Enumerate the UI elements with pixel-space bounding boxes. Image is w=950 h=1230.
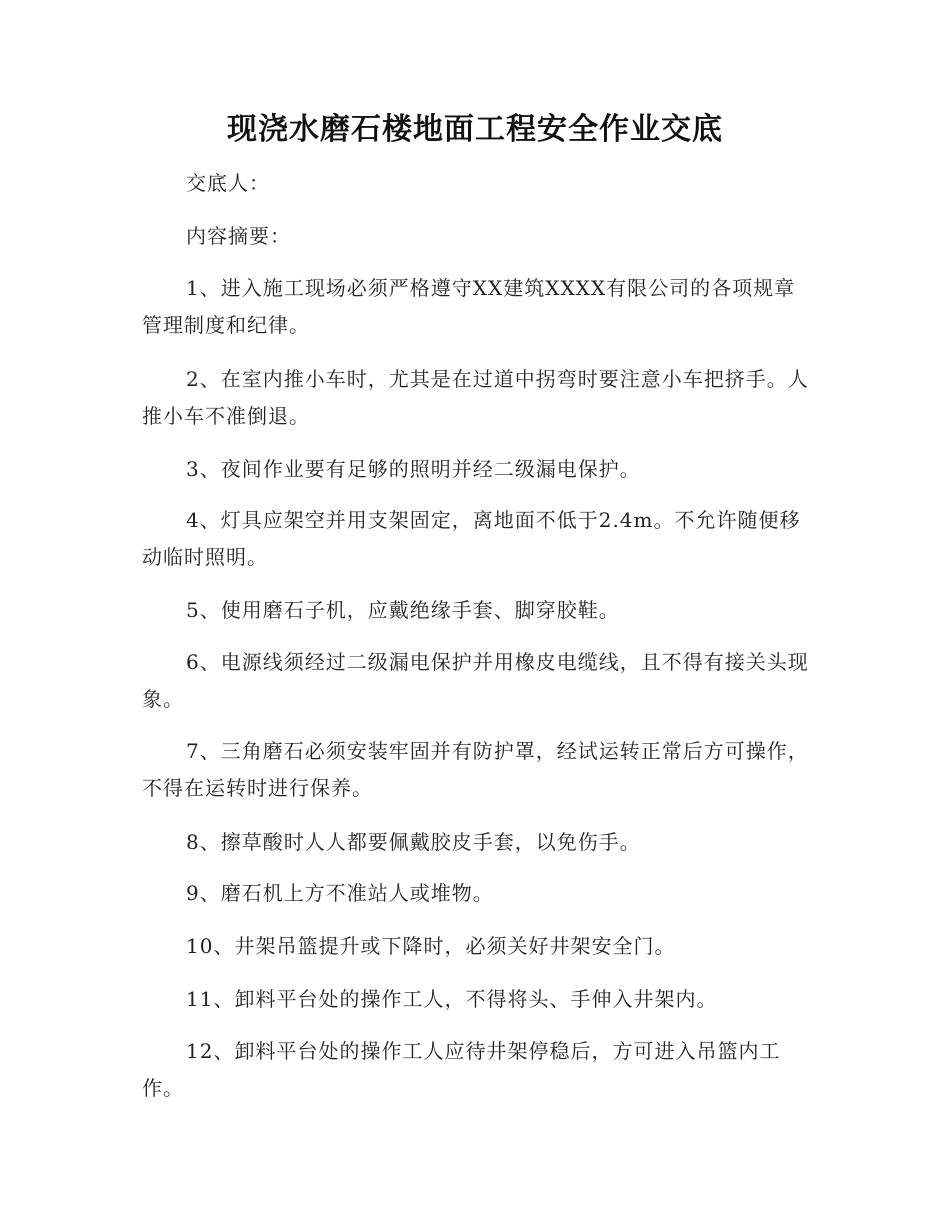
list-item-12: 12、卸料平台处的操作工人应待井架停稳后，方可进入吊篮内工作。 (142, 1039, 781, 1100)
discloser-label: 交底人： (186, 171, 270, 195)
list-item-10: 10、井架吊篮提升或下降时，必须关好井架安全门。 (186, 934, 676, 958)
list-item-2: 2、在室内推小车时，尤其是在过道中拐弯时要注意小车把挤手。人推小车不准倒退。 (142, 367, 809, 428)
list-item-1: 1、进入施工现场必须严格遵守XX建筑XXXX有限公司的各项规章管理制度和纪律。 (142, 276, 796, 337)
list-item-8: 8、擦草酸时人人都要佩戴胶皮手套，以免伤手。 (186, 830, 641, 854)
list-item-6: 6、电源线须经过二级漏电保护并用橡皮电缆线，且不得有接关头现象。 (142, 650, 809, 711)
list-item-11: 11、卸料平台处的操作工人，不得将头、手伸入井架内。 (186, 987, 718, 1011)
list-item-7: 7、三角磨石必须安装牢固并有防护罩，经试运转正常后方可操作，不得在运转时进行保养。 (142, 739, 809, 800)
list-item-5: 5、使用磨石子机，应戴绝缘手套、脚穿胶鞋。 (186, 598, 620, 622)
list-item-9: 9、磨石机上方不准站人或堆物。 (186, 881, 494, 905)
list-item-3: 3、夜间作业要有足够的照明并经二级漏电保护。 (186, 457, 641, 481)
summary-label: 内容摘要： (186, 224, 291, 248)
document-title: 现浇水磨石楼地面工程安全作业交底 (227, 112, 723, 147)
list-item-4: 4、灯具应架空并用支架固定，离地面不低于2.4m。不允许随便移动临时照明。 (142, 508, 801, 569)
